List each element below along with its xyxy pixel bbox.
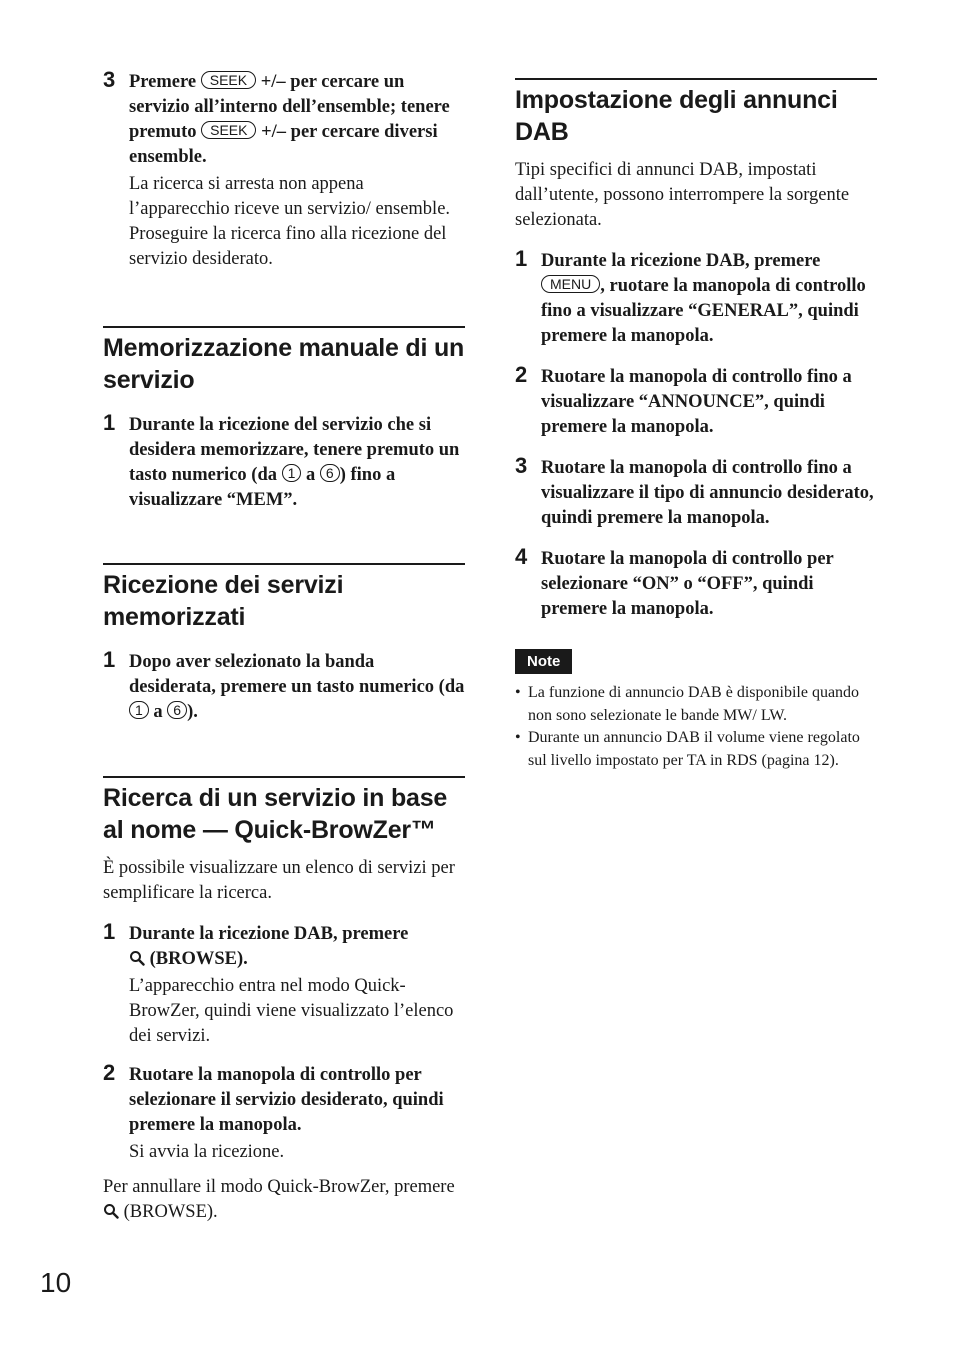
magnifier-icon	[103, 1203, 119, 1219]
quick-browzer-section	[103, 776, 465, 1225]
seek-step-section	[103, 58, 465, 272]
number-key-1-icon: 1	[282, 464, 302, 482]
step-1	[103, 647, 465, 725]
manual-store-section	[103, 326, 465, 513]
note-item: • Durante un annuncio DAB il volume viene regolato sul livello impostato per TA in RDS (pagina 12).	[515, 727, 877, 772]
step-instruction: Durante la ricezione DAB, premere MENU , ruotare la manopola di controllo fino a visualizzare “GENERAL”, quindi premere la manopola.	[541, 251, 866, 346]
section-title: Memorizzazione manuale di un servizio	[103, 334, 465, 394]
step-instruction: Premere SEEK +/– per cercare un servizio all’interno dell’ensemble; tenere premuto SEEK +/– per cercare diversi ensemble.	[129, 72, 450, 167]
seek-key-icon: SEEK	[201, 121, 256, 139]
step-number: 2	[515, 362, 528, 387]
step-instruction: Ruotare la manopola di controllo per selezionare il servizio desiderato, quindi premere la manopola.	[129, 1065, 444, 1135]
number-key-6-icon: 6	[320, 464, 340, 482]
step-instruction: Ruotare la manopola di controllo per selezionare “ON” o “OFF”, quindi premere la manopola.	[541, 549, 834, 619]
step-number: 4	[515, 544, 528, 569]
section-title: Ricerca di un servizio in base al nome — Quick-BrowZer™	[103, 784, 448, 844]
step-1	[103, 919, 465, 1049]
number-key-1-icon: 1	[129, 701, 149, 719]
step-instruction: Durante la ricezione del servizio che si desidera memorizzare, tenere premuto un tasto numerico (da 1 a 6 ) fino a visualizzare “MEM”.	[129, 415, 460, 510]
step-1	[515, 246, 877, 349]
step-number: 1	[103, 647, 116, 672]
step-description: La ricerca si arresta non appena l’apparecchio riceve un servizio/ ensemble. Proseguire la ricerca fino alla ricezione del servizio desiderato.	[129, 174, 451, 269]
section-title: Ricezione dei servizi memorizzati	[103, 571, 344, 631]
step-4	[515, 544, 877, 622]
note-label: Note	[515, 649, 572, 674]
step-number: 3	[515, 453, 528, 478]
notes-list	[515, 682, 877, 772]
step-1	[103, 410, 465, 513]
step-number: 2	[103, 1060, 116, 1085]
seek-key-icon: SEEK	[201, 71, 256, 89]
step-number: 1	[515, 246, 528, 271]
step-instruction: Ruotare la manopola di controllo fino a visualizzare il tipo di annuncio desiderato, quindi premere la manopola.	[541, 458, 874, 528]
stored-services-section	[103, 563, 465, 725]
dab-announcements-section	[515, 78, 877, 772]
section-intro: È possibile visualizzare un elenco di servizi per semplificare la ricerca.	[103, 858, 455, 903]
magnifier-icon	[129, 950, 145, 966]
cancel-instruction: Per annullare il modo Quick-BrowZer, premere (BROWSE).	[103, 1177, 455, 1222]
step-instruction: Ruotare la manopola di controllo fino a visualizzare “ANNOUNCE”, quindi premere la manopola.	[541, 367, 852, 437]
step-2	[515, 362, 877, 440]
number-key-6-icon: 6	[167, 701, 187, 719]
step-description: Si avvia la ricezione.	[129, 1142, 285, 1162]
note-item: • La funzione di annuncio DAB è disponibile quando non sono selezionate le bande MW/ LW.	[515, 682, 877, 727]
step-3	[515, 453, 877, 531]
notes-box	[515, 649, 877, 772]
step-2	[103, 1060, 465, 1165]
menu-key-icon: MENU	[541, 275, 600, 293]
section-intro: Tipi specifici di annunci DAB, impostati dall’utente, possono interrompere la sorgente selezionata.	[515, 160, 850, 230]
step-3	[103, 67, 465, 272]
section-title: Impostazione degli annunci DAB	[515, 86, 838, 146]
step-description: L’apparecchio entra nel modo Quick-BrowZer, quindi viene visualizzato l’elenco dei servizi.	[129, 976, 454, 1046]
step-number: 1	[103, 919, 116, 944]
step-instruction: Dopo aver selezionato la banda desiderata, premere un tasto numerico (da 1 a 6 ).	[129, 652, 465, 722]
step-number: 3	[103, 67, 116, 92]
step-number: 1	[103, 410, 116, 435]
step-instruction: Durante la ricezione DAB, premere (BROWSE).	[129, 924, 409, 969]
page-number: 10	[40, 1267, 72, 1298]
